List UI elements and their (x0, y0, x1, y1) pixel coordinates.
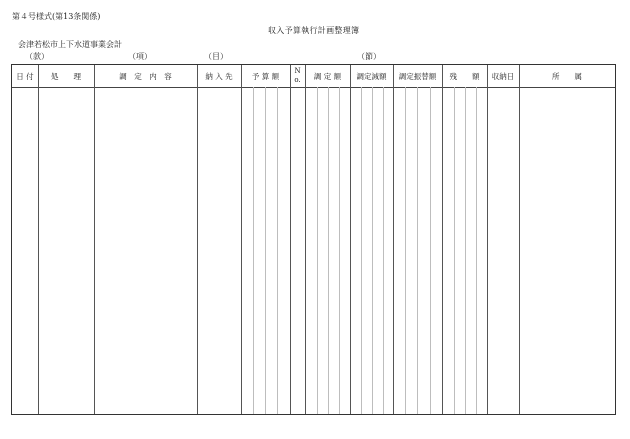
column-header-adjusted-transfer: 調定振替額 (398, 71, 437, 81)
column-header-number (290, 65, 305, 87)
ledger-table (11, 64, 616, 415)
column-divider (350, 65, 351, 414)
digit-guide-line (372, 87, 373, 414)
column-divider (519, 65, 520, 414)
form-number: 第４号様式(第13条関係) (12, 12, 101, 21)
digit-guide-line (454, 87, 455, 414)
column-divider (393, 65, 394, 414)
column-divider (487, 65, 488, 414)
category-kou-label: （項） (128, 52, 152, 61)
header-divider (12, 87, 615, 88)
column-header-payer: 納 入 先 (205, 71, 233, 81)
digit-guide-line (430, 87, 431, 414)
digit-guide-line (417, 87, 418, 414)
column-header-number-bottom: o. (294, 76, 301, 84)
column-header-adjusted-amount: 調 定 額 (313, 71, 342, 81)
column-header-balance: 残 額 (449, 71, 480, 81)
column-divider (94, 65, 95, 414)
category-moku-label: （目） (204, 52, 228, 61)
digit-guide-line (339, 87, 340, 414)
column-divider (290, 65, 291, 414)
column-header-number-top: N (294, 67, 301, 75)
column-divider (38, 65, 39, 414)
column-header-adjusted-decrease: 調定減額 (356, 71, 387, 81)
column-header-adjustment-content: 調 定 内 容 (119, 71, 172, 81)
column-header-budget-amount: 予 算 額 (251, 71, 280, 81)
column-divider (241, 65, 242, 414)
digit-guide-line (277, 87, 278, 414)
digit-guide-line (361, 87, 362, 414)
digit-guide-line (476, 87, 477, 414)
category-setsu-label: （節） (357, 52, 381, 61)
digit-guide-line (265, 87, 266, 414)
category-kan-label: （款） (25, 52, 49, 61)
digit-guide-line (383, 87, 384, 414)
column-divider (442, 65, 443, 414)
column-divider (305, 65, 306, 414)
column-header-processing: 処 理 (51, 71, 81, 81)
document-title: 収入予算執行計画整理簿 (268, 26, 360, 35)
organization-name: 会津若松市上下水道事業会計 (18, 40, 122, 49)
digit-guide-line (317, 87, 318, 414)
column-header-date: 日 付 (16, 71, 34, 81)
digit-guide-line (253, 87, 254, 414)
digit-guide-line (405, 87, 406, 414)
column-header-receipt-date: 収納日 (491, 71, 515, 81)
digit-guide-line (465, 87, 466, 414)
digit-guide-line (328, 87, 329, 414)
column-header-department: 所 属 (552, 71, 582, 81)
column-divider (197, 65, 198, 414)
